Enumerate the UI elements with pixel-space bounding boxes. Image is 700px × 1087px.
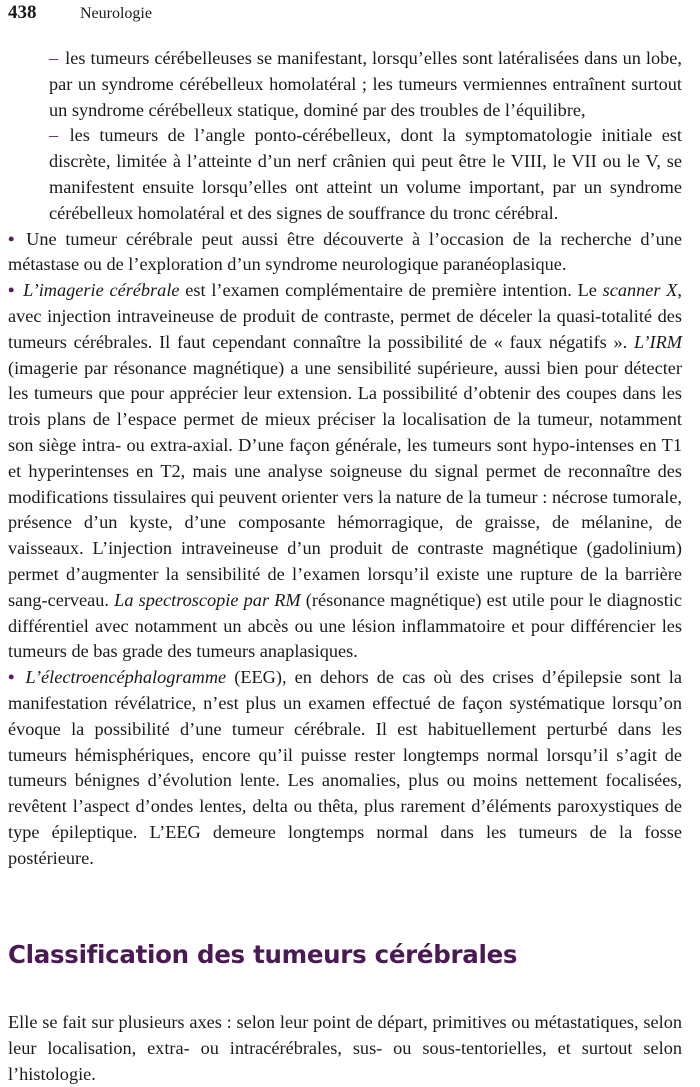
bullet-icon: • — [8, 228, 15, 249]
dash-icon: – — [49, 125, 59, 146]
main-text — [8, 46, 682, 872]
section-intro: Elle se fait sur plusieurs axes : selon leur point de départ, primitives ou métastatiques, selon leur localisation, extra- ou intracérébrales, sus- ou sous-tentorielles, et surtout selon l’histologie. — [8, 1012, 682, 1084]
bullet-eeg: • L’électroencéphalogramme (EEG), en dehors de cas où des crises d’épilepsie sont la manifestation révélatrice, n’est plus un examen effectué de façon systématique lorsqu’on évoque la possibilité d’une tumeur cérébrale. Il est habituellement perturbé dans les tumeurs hémisphériques, encore qu’il puisse rester longtemps normal lorsqu’il s’agit de tumeurs bénignes d’évolution lente. Les anomalies, plus ou moins nettement focalisées, revêtent l’aspect d’ondes lentes, delta ou thêta, plus rarement d’éléments paroxystiques de type épileptique. L’EEG demeure longtemps normal dans les tumeurs de la fosse postérieure. — [8, 667, 682, 868]
bullet-imaging: • L’imagerie cérébrale est l’examen complémentaire de première intention. Le scanner X, avec injection intraveineuse de produit de contraste, permet de déceler la quasi-totalité des tumeurs cérébrales. Il faut cependant connaître la possibilité de « faux négatifs ». L’IRM (imagerie par résonance magnétique) a une sensibilité supérieure, aussi bien pour détecter les tumeurs que pour apprécier leur extension. La possibilité d’obtenir des coupes dans les trois plans de l’espace permet de mieux préciser la localisation de la tumeur, notamment son siège intra- ou extra-axial. D’une façon générale, les tumeurs sont hypo-intenses en T1 et hyperintenses en T2, mais une analyse soigneuse du signal permet de reconnaître des modifications tissulaires qui peuvent orienter vers la nature de la tumeur : nécrose tumorale, présence d’un kyste, d’une composante hémorragique, de graisse, de mélanine, de vaisseaux. L’injection intraveineuse d’un produit de contraste magnétique (gadolinium) permet d’augmenter la sensibilité de l’examen lorsqu’il existe une rupture de la barrière sang-cerveau. La spectroscopie par RM (résonance magnétique) est utile pour le diagnostic différentiel avec notamment un abcès ou une lésion inflammatoire et pour différencier les tumeurs de bas grade des tumeurs anaplasiques. — [8, 280, 682, 662]
running-title: Neurologie — [80, 5, 152, 22]
bullet-icon: • — [8, 280, 15, 301]
page-header — [8, 2, 152, 30]
bullet-metastasis: • Une tumeur cérébrale peut aussi être découverte à l’occasion de la recherche d’une métastase ou de l’exploration d’un syndrome neurologique paranéoplasique. — [8, 228, 682, 275]
sub-item-cpa: – les tumeurs de l’angle ponto-cérébelleux, dont la symptomatologie initiale est discrète, limitée à l’atteinte d’un nerf crânien qui peut être le VIII, le VII ou le V, se manifestent ensuite lorsqu’elles ont atteint un volume important, par un syndrome cérébelleux homolatéral et des signes de souffrance du tronc cérébral. — [49, 125, 683, 223]
bullet-icon: • — [8, 667, 15, 688]
section-heading: Classification des tumeurs cérébrales — [8, 940, 518, 969]
page-number: 438 — [8, 2, 37, 23]
sub-item-cerebellar: – les tumeurs cérébelleuses se manifestant, lorsqu’elles sont latéralisées dans un lobe, par un syndrome cérébelleux homolatéral ; les tumeurs vermiennes entraînent surtout un syndrome cérébelleux statique, dominé par des troubles de l’équilibre, — [49, 48, 682, 120]
dash-icon: – — [49, 48, 59, 68]
